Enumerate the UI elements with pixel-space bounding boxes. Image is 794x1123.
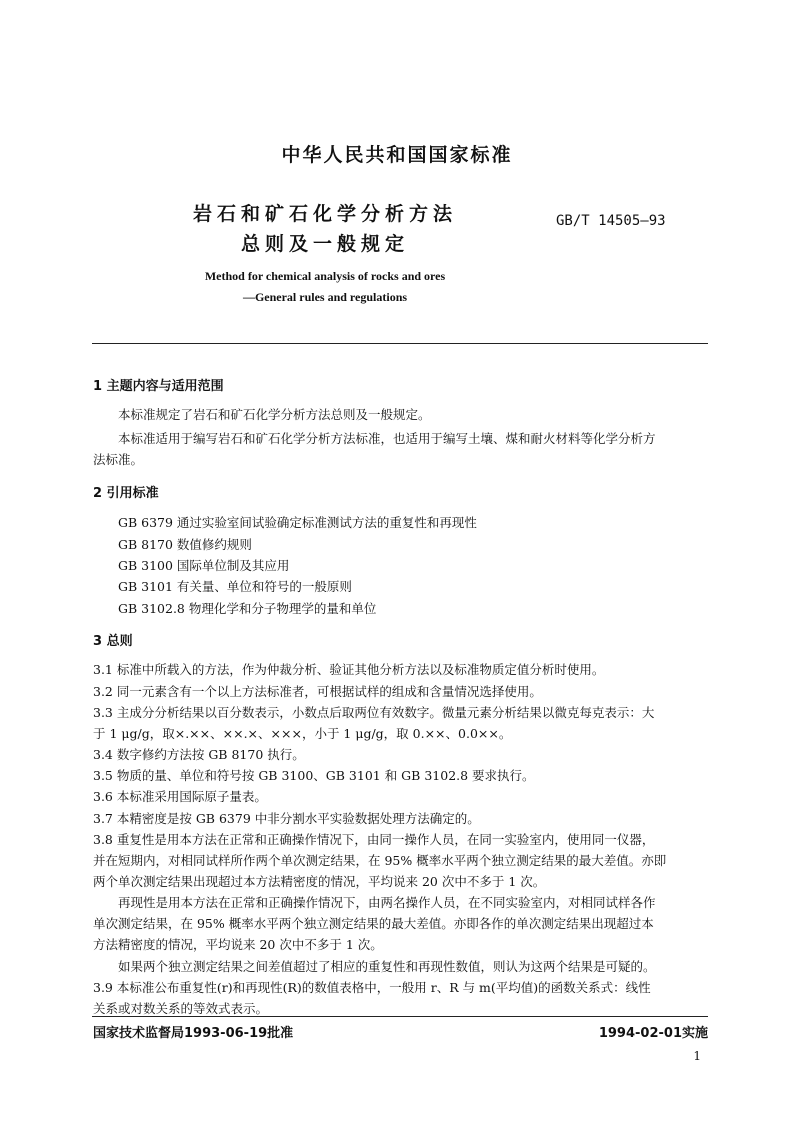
- header-divider: [92, 343, 708, 344]
- section1-paragraph2-line2: 法标准。: [93, 452, 144, 467]
- clause-line: 于 1 μg/g，取×.××、××.×、×××，小于 1 μg/g，取 0.××、0.0××。: [93, 726, 512, 741]
- clause-line: 两个单次测定结果出现超过本方法精密度的情况，平均说来 20 次中不多于 1 次。: [93, 874, 546, 889]
- clause-line: 3.4 数字修约方法按 GB 8170 执行。: [93, 747, 305, 762]
- section2-heading: 2 引用标准: [93, 486, 159, 501]
- clause-line: 3.5 物质的量、单位和符号按 GB 3100、GB 3101 和 GB 3102.8 要求执行。: [93, 768, 535, 783]
- clause-line: 3.7 本精密度是按 GB 6379 中非分割水平实验数据处理方法确定的。: [93, 811, 480, 826]
- clause-line: 3.8 重复性是用本方法在正常和正确操作情况下，由同一操作人员，在同一实验室内，使用同一仪器，: [93, 832, 655, 847]
- reference-item: GB 8170 数值修约规则: [118, 537, 252, 552]
- implementation-date: 1994-02-01实施: [598, 1026, 708, 1041]
- clause-line: 单次测定结果，在 95% 概率水平两个独立测定结果的最大差值。亦即各作的单次测定结果出现超过本: [93, 916, 654, 931]
- clause-line: 3.6 本标准采用国际原子量表。: [93, 789, 267, 804]
- english-title-line1: Method for chemical analysis of rocks and ores: [204, 269, 446, 283]
- clause-line: 再现性是用本方法在正常和正确操作情况下，由两名操作人员，在不同实验室内，对相同试样各作: [118, 895, 656, 910]
- standard-title-line1: 岩石和矿石化学分析方法: [192, 203, 457, 225]
- clause-line: 并在短期内，对相同试样所作两个单次测定结果，在 95% 概率水平两个独立测定结果的最大差值。亦即: [93, 853, 667, 868]
- section1-paragraph2-line1: 本标准适用于编写岩石和矿石化学分析方法标准，也适用于编写土壤、煤和耐火材料等化学分析方: [118, 431, 656, 446]
- reference-item: GB 3101 有关量、单位和符号的一般原则: [118, 579, 352, 594]
- clause-line: 3.3 主成分分析结果以百分数表示，小数点后取两位有效数字。微量元素分析结果以微克每克表示：大: [93, 705, 655, 720]
- standard-number: GB/T 14505—93: [556, 213, 666, 229]
- reference-item: GB 3100 国际单位制及其应用: [118, 558, 290, 573]
- national-standard-title: 中华人民共和国国家标准: [281, 144, 513, 166]
- clause-line: 方法精密度的情况，平均说来 20 次中不多于 1 次。: [93, 937, 383, 952]
- english-title-line2: —General rules and regulations: [242, 290, 408, 304]
- reference-item: GB 3102.8 物理化学和分子物理学的量和单位: [118, 601, 377, 616]
- approval-date: 国家技术监督局1993-06-19批准: [93, 1026, 294, 1041]
- clause-line: 关系或对数关系的等效式表示。: [93, 1001, 269, 1016]
- section3-heading: 3 总则: [93, 634, 133, 649]
- clause-line: 如果两个独立测定结果之间差值超过了相应的重复性和再现性数值，则认为这两个结果是可疑的。: [118, 959, 656, 974]
- page-number: 1: [693, 1049, 701, 1063]
- section1-heading: 1 主题内容与适用范围: [93, 379, 224, 394]
- clause-line: 3.9 本标准公布重复性(r)和再现性(R)的数值表格中，一般用 r、R 与 m(平均值)的函数关系式：线性: [93, 980, 651, 995]
- reference-item: GB 6379 通过实验室间试验确定标准测试方法的重复性和再现性: [118, 515, 477, 530]
- standard-title-line2: 总则及一般规定: [240, 233, 409, 255]
- footer-divider: [92, 1016, 708, 1017]
- clause-line: 3.2 同一元素含有一个以上方法标准者，可根据试样的组成和含量情况选择使用。: [93, 684, 542, 699]
- clause-line: 3.1 标准中所载入的方法，作为仲裁分析、验证其他分析方法以及标准物质定值分析时使用。: [93, 662, 605, 677]
- section1-paragraph1: 本标准规定了岩石和矿石化学分析方法总则及一般规定。: [118, 407, 431, 422]
